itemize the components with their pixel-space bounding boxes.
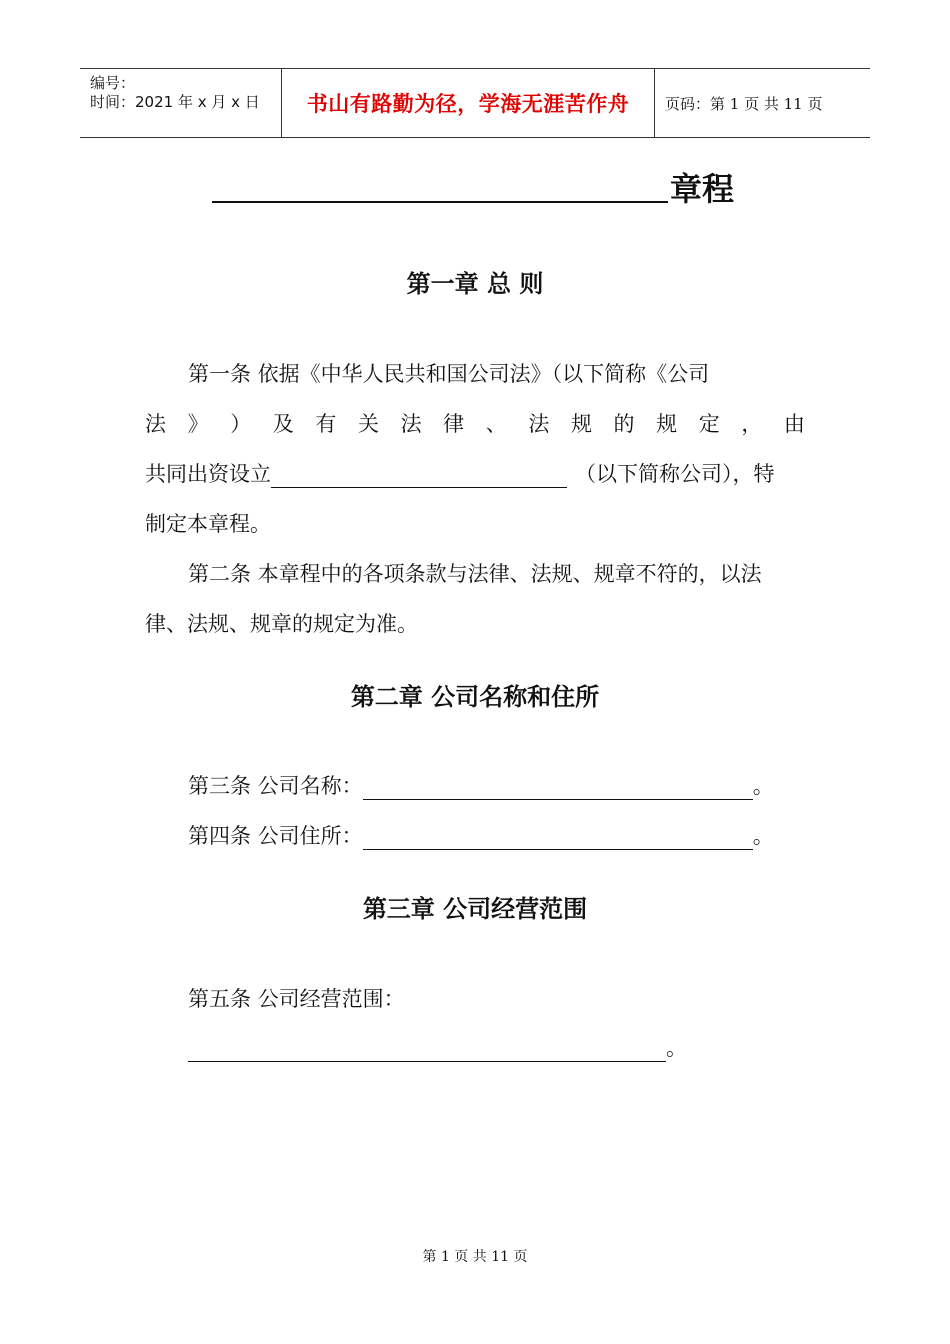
article-1-line-2-char: 法 — [528, 412, 550, 436]
article-5-label: 第五条 公司经营范围： — [188, 987, 405, 1011]
article-2-line-1: 第二条 本章程中的各项条款与法律、法规、规章不符的，以法 — [188, 562, 762, 586]
page-footer: 第 1 页 共 11 页 — [422, 1249, 528, 1265]
document-number-label: 编号： — [90, 74, 136, 92]
company-address-blank — [363, 825, 753, 850]
chapter-2-heading: 第二章 公司名称和住所 — [350, 682, 600, 711]
company-name-blank — [363, 775, 753, 800]
company-founder-blank — [271, 463, 567, 488]
article-3-end: 。 — [752, 774, 774, 798]
header-motto: 书山有路勤为径，学海无涯苦作舟 — [282, 69, 655, 137]
article-1-suffix: （以下简称公司），特 — [575, 462, 775, 486]
page-header-table — [80, 68, 870, 138]
article-1-line-1: 第一条 依据《中华人民共和国公司法》（以下简称《公司 — [188, 362, 710, 386]
article-1-line-2 — [145, 408, 805, 438]
title-blank-line — [212, 201, 668, 203]
title-text: 章程 — [670, 170, 735, 208]
article-5-end: 。 — [666, 1036, 687, 1060]
document-title — [212, 164, 742, 208]
chapter-3-heading: 第三章 公司经营范围 — [362, 894, 588, 923]
business-scope-blank — [188, 1037, 666, 1062]
article-1-line-2-char: 规 — [570, 412, 592, 436]
article-1-line-2-char: 的 — [613, 412, 635, 436]
article-3-line — [188, 770, 774, 800]
article-1-line-2-char: ， — [741, 412, 763, 436]
article-1-line-3 — [145, 458, 775, 488]
article-4-label: 第四条 公司住所： — [188, 824, 363, 848]
article-1-line-2-char: 、 — [485, 412, 507, 436]
article-5-scope-line — [188, 1032, 687, 1062]
article-3-label: 第三条 公司名称： — [188, 774, 363, 798]
article-1-line-2-char: 有 — [315, 412, 337, 436]
header-page-info: 页码：第 1 页 共 11 页 — [665, 94, 823, 113]
article-1-line-2-char: 规 — [656, 412, 678, 436]
article-1-line-2-char: 关 — [357, 412, 379, 436]
header-meta-cell — [80, 69, 282, 137]
article-1-prefix: 共同出资设立 — [145, 462, 271, 486]
article-4-line — [188, 820, 774, 850]
article-1-line-2-char: 》 — [187, 412, 209, 436]
article-1-line-2-char: 律 — [443, 412, 465, 436]
article-1-line-2-char: 法 — [400, 412, 422, 436]
article-1-line-2-char: 法 — [145, 412, 166, 436]
chapter-1-heading: 第一章 总 则 — [406, 269, 544, 298]
document-date-label: 时间：2021 年 x 月 x 日 — [90, 93, 260, 111]
article-1-line-2-char: 由 — [783, 412, 805, 436]
article-1-line-2-char: ） — [230, 412, 252, 436]
article-1-line-2-char: 及 — [272, 412, 294, 436]
article-1-line-2-char: 定 — [698, 412, 720, 436]
article-2-line-2: 律、法规、规章的规定为准。 — [145, 612, 418, 636]
article-4-end: 。 — [752, 824, 774, 848]
article-1-line-4: 制定本章程。 — [145, 512, 271, 536]
